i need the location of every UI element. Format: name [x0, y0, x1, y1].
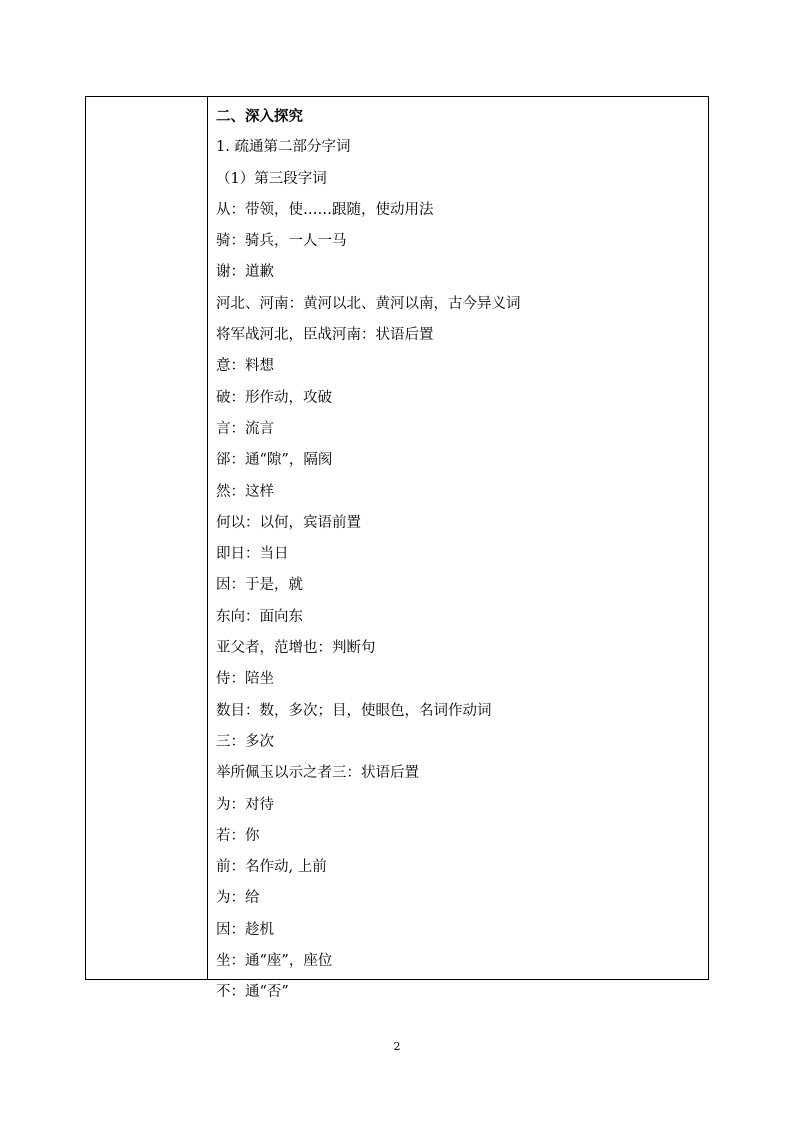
vocab-entry: 亚父者，范增也：判断句	[216, 640, 376, 657]
vocab-entry: 因：趁机	[216, 921, 274, 938]
vocab-entry: 将军战河北，臣战河南：状语后置	[216, 327, 434, 344]
table-right-cell	[208, 97, 708, 1001]
vocab-entry: 数目：数，多次；目，使眼色，名词作动词	[216, 702, 492, 719]
page-number: 2	[393, 1040, 401, 1053]
vocab-entry: 举所佩玉以示之者三：状语后置	[216, 765, 419, 782]
vocab-entry: 侍：陪坐	[216, 671, 274, 688]
vocab-entry: 然：这样	[216, 483, 274, 500]
table-left-cell	[86, 97, 208, 979]
vocab-entry: 言：流言	[216, 420, 274, 437]
vocab-entry: 因：于是，就	[216, 577, 303, 594]
vocab-entry: 若：你	[216, 827, 260, 844]
section-heading: 二、深入探究	[216, 108, 303, 125]
vocab-entry: 河北、河南：黄河以北、黄河以南，古今异义词	[216, 295, 521, 312]
vocab-entry: 即日：当日	[216, 546, 289, 563]
vocab-entry: 从：带领，使……跟随，使动用法	[216, 201, 434, 218]
subheading: 1. 疏通第二部分字词	[216, 139, 351, 156]
vocab-entry: 东向：面向东	[216, 608, 303, 625]
vocab-entry: 三：多次	[216, 733, 274, 750]
vocab-entry: 骑：骑兵，一人一马	[216, 233, 347, 250]
vocab-entry: 意：料想	[216, 358, 274, 375]
vocab-entry: 何以：以何，宾语前置	[216, 514, 361, 531]
paragraph-heading: （1）第三段字词	[216, 170, 327, 187]
vocab-entry: 谢：道歉	[216, 264, 274, 281]
vocab-entry: 为：对待	[216, 796, 274, 813]
vocab-entry: 坐：通“座”，座位	[216, 953, 333, 970]
vocab-entry: 为：给	[216, 890, 260, 907]
vocab-entry: 破：形作动，攻破	[216, 389, 332, 406]
vocab-entry: 郤：通“隙”，隔阂	[216, 452, 333, 469]
vocab-entry: 不：通“否”	[216, 984, 289, 1001]
vocab-entry: 前：名作动, 上前	[216, 859, 327, 876]
content-table	[85, 96, 709, 1001]
